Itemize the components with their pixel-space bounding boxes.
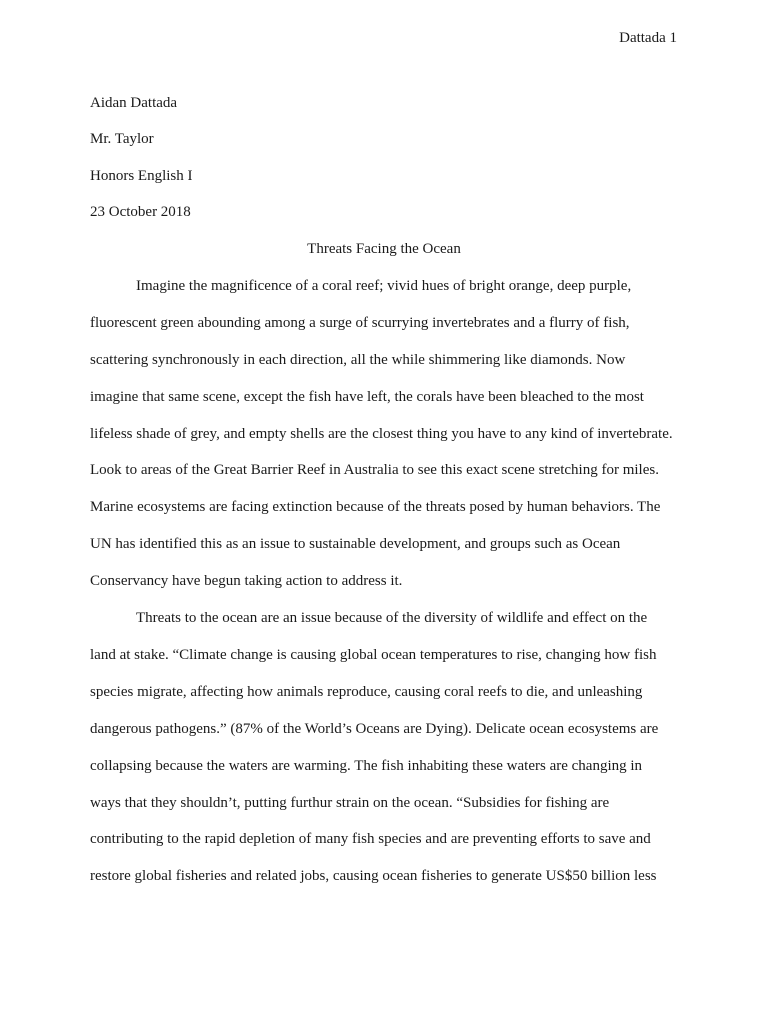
body-line-11: land at stake. “Climate change is causing global ocean temperatures to rise, changing how fish bbox=[90, 647, 657, 663]
body-line-15: ways that they shouldn’t, putting furthur strain on the ocean. “Subsidies for fishing are bbox=[90, 795, 610, 811]
body-line-9: Conservancy have begun taking action to address it. bbox=[90, 573, 403, 589]
body-line-17: restore global fisheries and related jobs, causing ocean fisheries to generate US$50 billion less bbox=[90, 868, 657, 884]
body-line-14: collapsing because the waters are warming. The fish inhabiting these waters are changing in bbox=[90, 758, 643, 774]
body-line-8: UN has identified this as an issue to sustainable development, and groups such as Ocean bbox=[90, 536, 621, 552]
body-line-4: imagine that same scene, except the fish have left, the corals have been bleached to the most bbox=[90, 389, 644, 405]
body-line-6: Look to areas of the Great Barrier Reef in Australia to see this exact scene stretching for miles. bbox=[90, 462, 659, 478]
body-line-12: species migrate, affecting how animals reproduce, causing coral reefs to die, and unleashing bbox=[90, 684, 643, 700]
essay-date: 23 October 2018 bbox=[90, 204, 191, 220]
course-name: Honors English I bbox=[90, 168, 193, 184]
body-line-3: scattering synchronously in each direction, all the while shimmering like diamonds. Now bbox=[90, 352, 626, 368]
body-line-2: fluorescent green abounding among a surge of scurrying invertebrates and a flurry of fish, bbox=[90, 315, 630, 331]
body-line-10: Threats to the ocean are an issue because of the diversity of wildlife and effect on the bbox=[136, 610, 648, 626]
teacher-name: Mr. Taylor bbox=[90, 131, 154, 147]
body-line-1: Imagine the magnificence of a coral reef; vivid hues of bright orange, deep purple, bbox=[136, 278, 632, 294]
body-line-16: contributing to the rapid depletion of many fish species and are preventing efforts to save and bbox=[90, 831, 651, 847]
student-name: Aidan Dattada bbox=[90, 95, 178, 111]
essay-title: Threats Facing the Ocean bbox=[307, 241, 461, 257]
body-line-13: dangerous pathogens.” (87% of the World’s Oceans are Dying). Delicate ocean ecosystems are bbox=[90, 721, 659, 737]
running-head: Dattada 1 bbox=[619, 30, 677, 46]
body-line-5: lifeless shade of grey, and empty shells are the closest thing you have to any kind of invertebrate. bbox=[90, 426, 673, 442]
body-line-7: Marine ecosystems are facing extinction because of the threats posed by human behaviors. The bbox=[90, 499, 661, 515]
